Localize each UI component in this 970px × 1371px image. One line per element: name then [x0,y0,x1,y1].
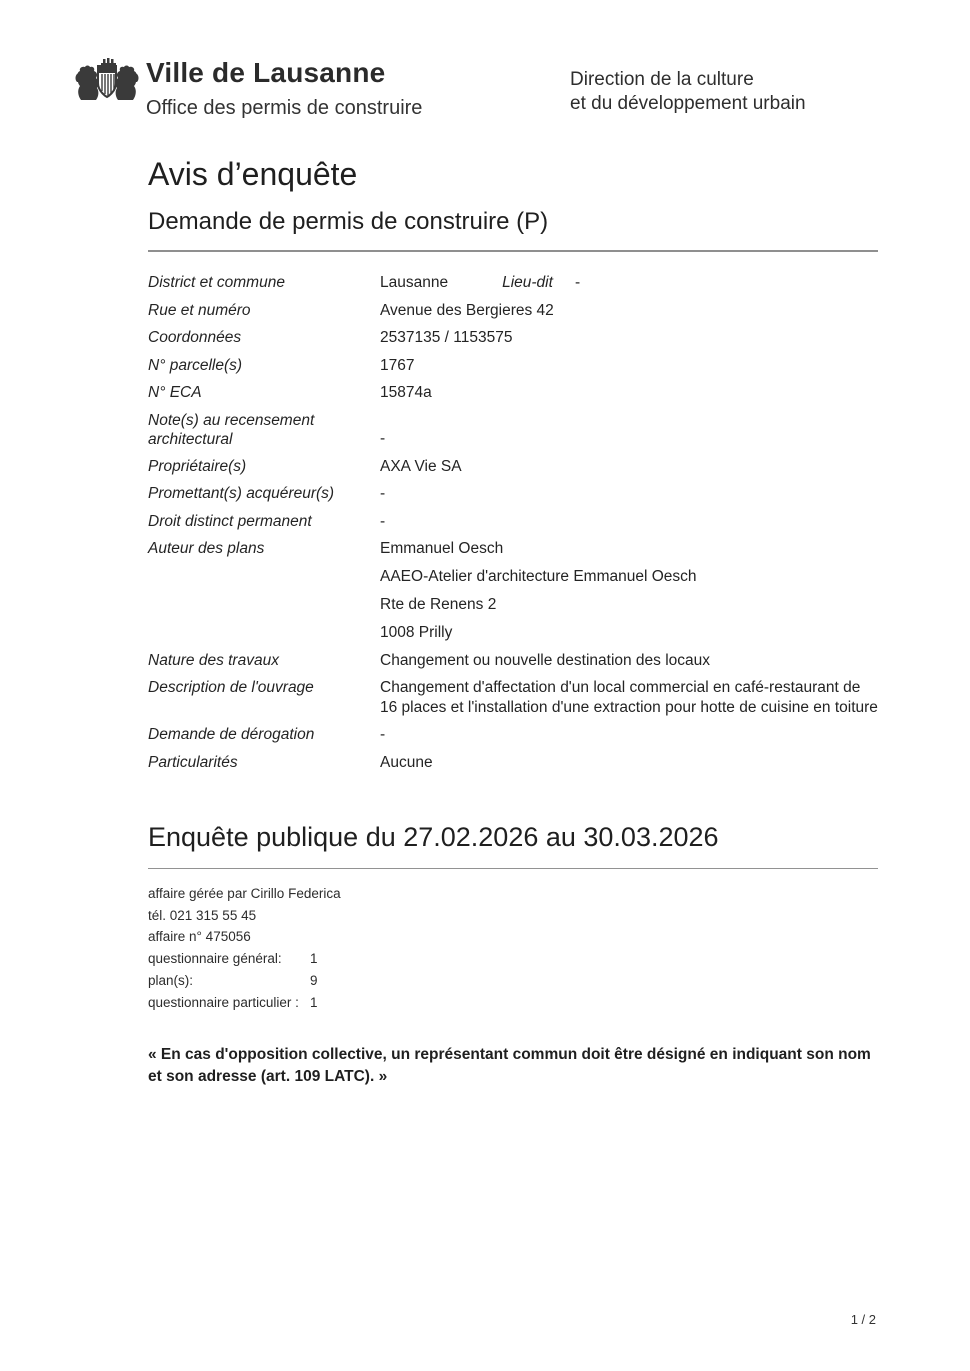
direction-line-1: Direction de la culture [570,69,754,90]
detail-value [380,429,878,449]
case-phone: tél. 021 315 55 45 [148,907,257,923]
detail-row [148,383,878,403]
detail-label: Promettant(s) acquéreur(s) [148,485,335,502]
detail-row [148,411,878,449]
detail-row [148,678,878,717]
detail-value [380,301,878,321]
detail-value-text: - [380,430,386,447]
detail-label: Particularités [148,753,238,771]
detail-label: Propriétaire(s) [148,457,247,475]
case-number: affaire n° 475056 [148,929,251,945]
org-name: Ville de Lausanne [146,57,386,88]
detail-row [148,356,878,376]
page-number: 1 / 2 [850,1312,876,1327]
collective-opposition-note: « En cas d'opposition collective, un représentant commun doit être désigné en indiquant son nom et son adresse (art. 109 LATC). » [148,1046,871,1086]
detail-row [148,725,878,745]
detail-row [148,273,878,293]
detail-label: Rue et numéro [148,301,251,319]
detail-value [380,273,878,293]
detail-value [380,539,878,643]
lieu-dit-value: - [574,274,581,291]
detail-value-line: Emmanuel Oesch [380,540,504,557]
main-content [148,155,878,1088]
detail-label: Nature des travaux [148,651,279,669]
count-row [148,948,878,970]
count-row [148,992,878,1014]
detail-value-text: Changement ou nouvelle destination des locaux [380,651,711,669]
count-value: 1 [310,951,318,967]
detail-row [148,512,878,532]
detail-row [148,539,878,643]
detail-value-text: 1767 [380,356,415,374]
detail-row [148,328,878,348]
detail-value [380,457,878,477]
detail-value [380,328,878,348]
detail-value-text: 2537135 / 1153575 [380,329,513,346]
detail-label: N° ECA [148,384,202,401]
detail-value-text: - [380,512,386,530]
detail-value [380,512,878,532]
detail-label: Note(s) au recensement architectural [148,411,315,448]
count-label: plan(s): [148,972,194,988]
counts-list [148,948,878,1013]
detail-row [148,484,878,504]
page-title: Avis d’enquête [148,156,358,192]
detail-label: District et commune [148,274,285,291]
count-label: questionnaire général: [148,951,282,967]
page-header [75,56,878,120]
enquete-heading: Enquête publique du 27.02.2026 au 30.03.2026 [148,822,719,852]
detail-row [148,457,878,477]
detail-label: Demande de dérogation [148,726,315,743]
count-value: 1 [310,994,318,1010]
count-label: questionnaire particulier : [148,994,299,1010]
detail-value-text: 15874a [380,384,432,401]
case-info-block [148,883,878,1013]
detail-label: Auteur des plans [148,540,265,557]
detail-value [380,383,878,403]
page-subtitle: Demande de permis de construire (P) [148,208,549,235]
detail-value-text: - [380,726,386,743]
detail-value [380,725,878,745]
detail-value-line: 1008 Prilly [380,624,453,641]
direction-block [570,68,900,116]
detail-value [380,356,878,376]
divider [148,868,878,869]
detail-value [380,753,878,773]
detail-label: Description de l'ouvrage [148,679,314,696]
detail-value-text: Aucune [380,753,433,771]
detail-value [380,484,878,504]
detail-value-line: AAEO-Atelier d'architecture Emmanuel Oesch [380,568,697,585]
details-table [148,273,878,772]
lausanne-coat-of-arms-icon [75,58,139,108]
detail-label: N° parcelle(s) [148,356,243,374]
lieu-dit-label: Lieu-dit [502,274,553,291]
detail-value-text: Lausanne [380,274,449,291]
divider [148,250,878,252]
detail-value-text: Changement d'affectation d'un local commercial en café-restaurant de 16 places et l'installation d'une extraction pour hotte de cuisine en toiture [380,679,878,716]
office-name: Office des permis de construire [146,97,423,119]
detail-row [148,301,878,321]
detail-label: Coordonnées [148,329,242,346]
detail-value-text: AXA Vie SA [380,457,462,475]
detail-value [380,678,878,717]
detail-value-line: Rte de Renens 2 [380,596,497,613]
count-value: 9 [310,972,318,988]
count-row [148,970,878,992]
direction-line-2: et du développement urbain [570,93,806,114]
detail-value-text: Avenue des Bergieres 42 [380,301,554,319]
detail-row [148,651,878,671]
detail-value [380,651,878,671]
brand-text [146,56,422,120]
detail-row [148,753,878,773]
detail-label: Droit distinct permanent [148,512,312,530]
detail-value-text: - [380,485,386,502]
case-manager: affaire gérée par Cirillo Federica [148,886,341,901]
